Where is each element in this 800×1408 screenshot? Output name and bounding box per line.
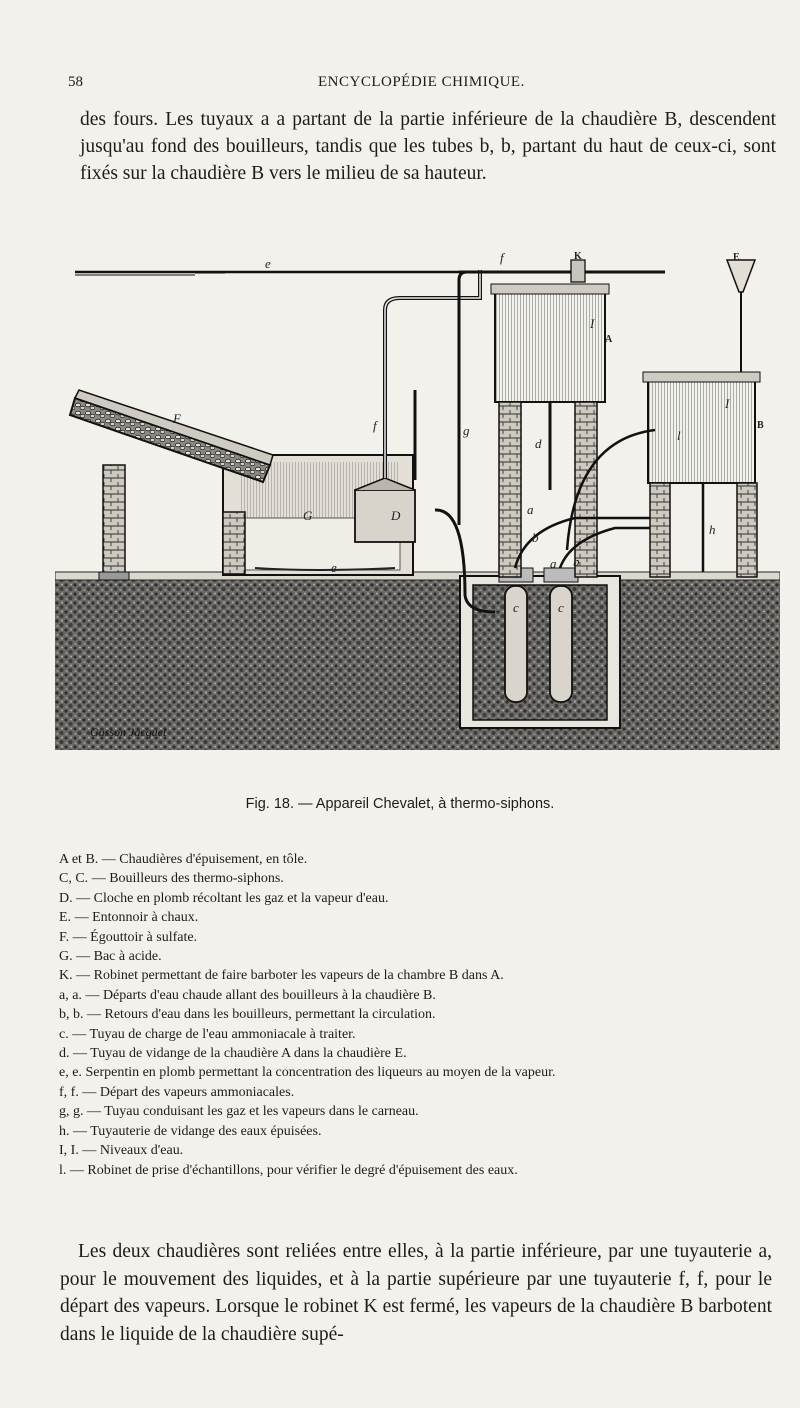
figure-caption: Fig. 18. — Appareil Chevalet, à thermo-siphons. [245, 796, 555, 812]
legend-item: e, e. Serpentin en plomb permettant la concentration des liqueurs au moyen de la vapeur. [59, 1065, 556, 1081]
legend-item: K. — Robinet permettant de faire barboter les vapeurs de la chambre B dans A. [59, 968, 504, 984]
legend-item: d. — Tuyau de vidange de la chaudière A dans la chaudière E. [59, 1046, 407, 1062]
boiler-A [495, 290, 605, 402]
legend-item: A et B. — Chaudières d'épuisement, en tôle. [59, 852, 308, 867]
legend-item: c. — Tuyau de charge de l'eau ammoniacale à traiter. [59, 1026, 356, 1042]
lime-funnel [727, 260, 755, 292]
label-G: G [303, 508, 313, 523]
engraver-signature: Gusson Jacquet [90, 725, 167, 739]
figure-legend [59, 850, 779, 1180]
label-d: d [535, 436, 542, 451]
label-c2: c [558, 600, 564, 615]
page-header [68, 74, 780, 96]
label-f-top: f [500, 250, 504, 265]
figure-illustration [55, 250, 780, 770]
boiler-B [648, 378, 755, 483]
label-I1: I [725, 396, 730, 411]
label-K: K [574, 251, 582, 262]
legend-item: b, b. — Retours d'eau dans les bouilleurs, permettant la circulation. [59, 1007, 436, 1023]
label-A: A [605, 334, 613, 345]
label-b1: b [532, 530, 539, 545]
top-paragraph [80, 106, 776, 187]
legend-item: I, I. — Niveaux d'eau. [59, 1143, 184, 1159]
label-B: B [757, 420, 764, 431]
label-h: h [709, 522, 716, 537]
bottom-paragraph [60, 1238, 772, 1348]
label-f-side: f [373, 418, 377, 433]
legend-item: h. — Tuyauterie de vidange des eaux épuisées. [59, 1123, 322, 1139]
label-D: D [391, 508, 401, 523]
label-E: E [733, 252, 740, 263]
page-number: 58 [68, 74, 83, 90]
top-paragraph-text: des fours. Les tuyaux a a partant de la partie inférieure de la chaudière B, descendent jusqu'au fond des bouilleurs, tandis que les tubes b, b, partant du haut de ceux-ci, sont fixés sur la chaudière B vers le milieu de sa hauteur. [80, 109, 776, 184]
label-l: l [677, 428, 681, 443]
legend-item: E. — Entonnoir à chaux. [59, 910, 199, 926]
valve-K [571, 260, 585, 282]
label-g: g [463, 423, 470, 438]
sulfate-drainer [70, 398, 270, 482]
label-F: F [173, 411, 181, 426]
label-e-bottom: e [331, 560, 337, 575]
label-I2: I [590, 316, 595, 331]
legend-item: D. — Cloche en plomb récoltant les gaz et la vapeur d'eau. [59, 890, 389, 906]
label-a2: a [550, 556, 557, 571]
legend-item: a, a. — Départs d'eau chaude allant des bouilleurs à la chaudière B. [59, 987, 436, 1003]
label-b2: b [573, 554, 580, 569]
bottom-paragraph-text: Les deux chaudières sont reliées entre elles, à la partie inférieure, par une tuyauterie a, pour le mouvement des liquides, et à la partie supérieure par une tuyauterie f, f, pour le départ des vapeurs. Lorsque le robinet K est fermé, les vapeurs de la chaudière B barbotent dans le liquide de la chaudière supé- [60, 1241, 772, 1345]
label-e-top: e [265, 256, 271, 271]
cloche-D [355, 490, 415, 542]
legend-item: F. — Égouttoir à sulfate. [59, 929, 198, 945]
legend-item: f, f. — Départ des vapeurs ammoniacales. [59, 1084, 295, 1100]
running-title: ENCYCLOPÉDIE CHIMIQUE. [318, 74, 525, 90]
label-c1: c [513, 600, 519, 615]
label-a1: a [527, 502, 534, 517]
legend-item: g, g. — Tuyau conduisant les gaz et les vapeurs dans le carneau. [59, 1104, 419, 1120]
legend-item: G. — Bac à acide. [59, 949, 162, 965]
legend-item: C, C. — Bouilleurs des thermo-siphons. [59, 871, 284, 887]
legend-item: l. — Robinet de prise d'échantillons, pour vérifier le degré d'épuisement des eaux. [59, 1162, 518, 1178]
apparatus-engraving [55, 250, 780, 770]
